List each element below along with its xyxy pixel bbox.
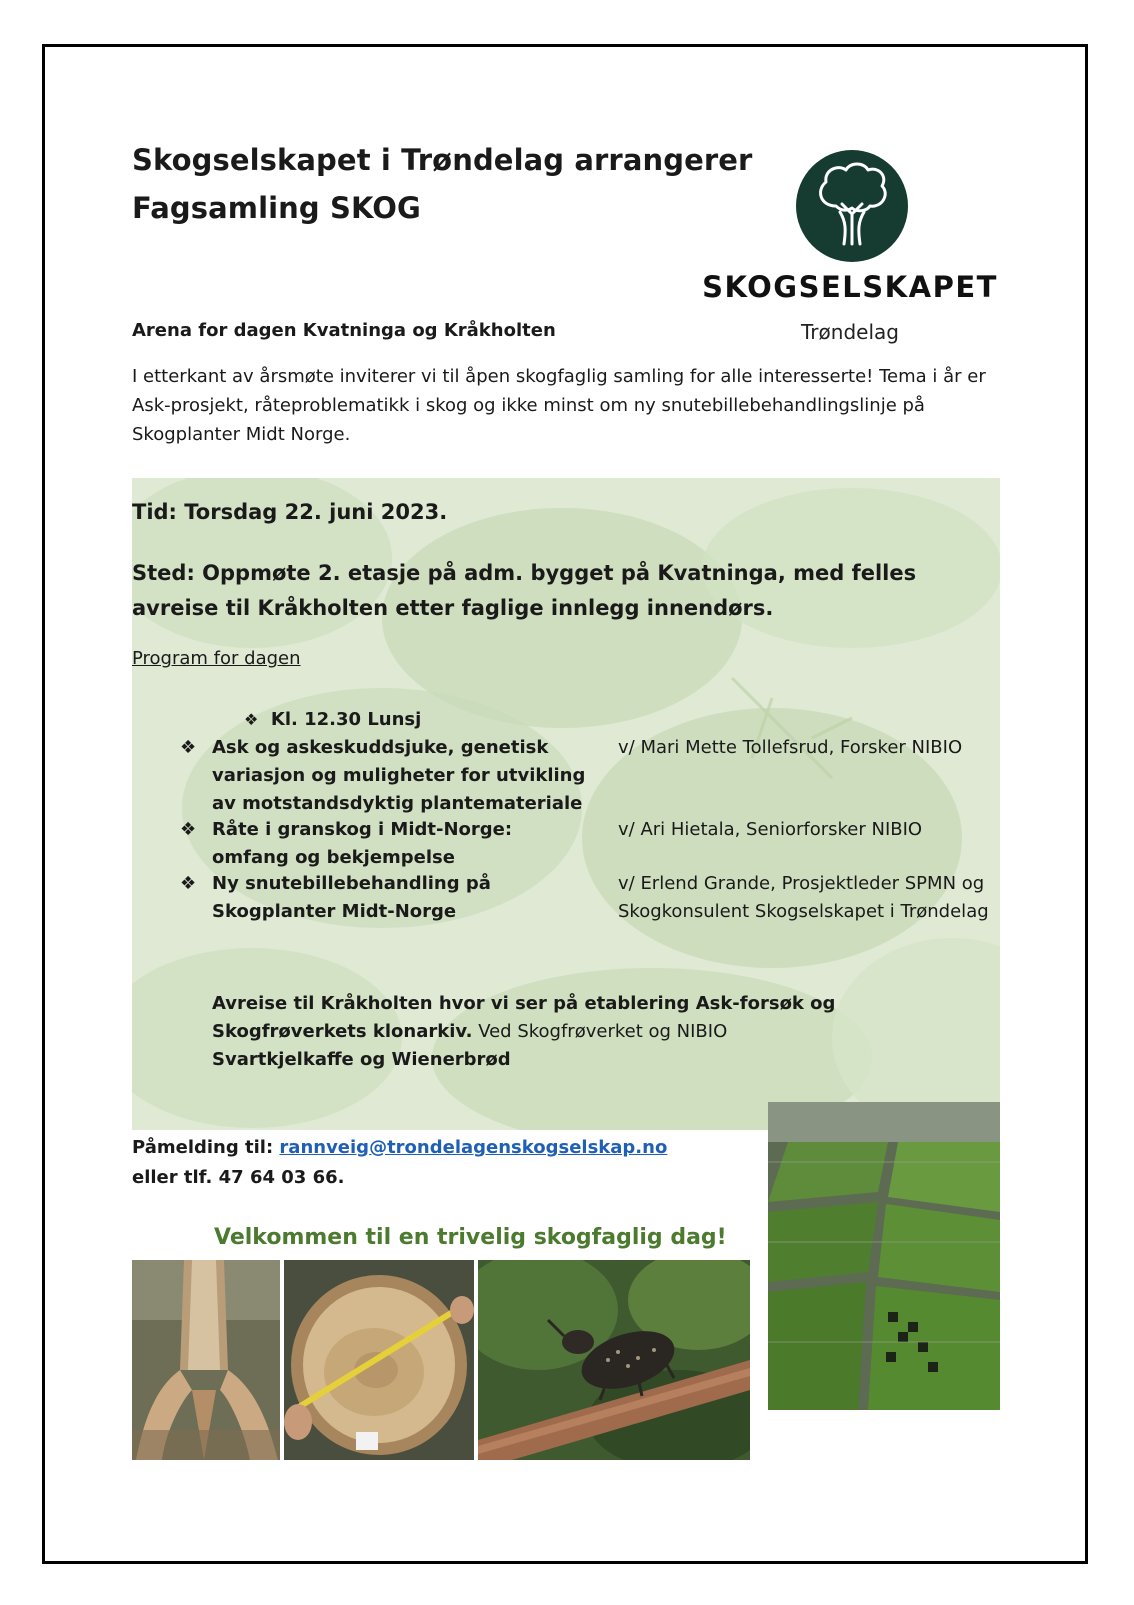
bullet-icon: ❖ [244, 710, 259, 729]
pine-weevil-photo [478, 1260, 750, 1460]
damaged-tree-photo [132, 1260, 280, 1460]
program-item-topic: Råte i granskog i Midt-Norge: omfang og bekjempelse [212, 819, 513, 868]
tree-logo-icon [796, 150, 908, 262]
page-title [132, 136, 752, 232]
skogselskapet-logo [700, 150, 1000, 350]
time-line: Tid: Torsdag 22. juni 2023. [132, 500, 448, 524]
lunsj-text: Kl. 12.30 Lunsj [270, 709, 422, 730]
title-line-2: Fagsamling SKOG [132, 191, 421, 225]
location-line: Sted: Oppmøte 2. etasje på adm. bygget på Kvatninga, med felles avreise til Kråkholten etter faglige innlegg innendørs. [132, 561, 917, 620]
program-item-topic: Ny snutebillebehandling på Skogplanter Midt-Norge [212, 873, 491, 922]
program-item-lunsj [244, 706, 421, 734]
coffee-line: Svartkjelkaffe og Wienerbrød [212, 1049, 511, 1070]
program-item-speaker: v/ Mari Mette Tollefsrud, Forsker NIBIO [618, 737, 963, 758]
program-heading: Program for dagen [132, 648, 301, 669]
arena-heading: Arena for dagen Kvatninga og Kråkholten [132, 320, 556, 341]
registration-email-link[interactable]: rannveig@trondelagenskogselskap.no [279, 1137, 668, 1158]
departure-bold: Avreise til Kråkholten hvor vi ser på etablering Ask-forsøk og Skogfrøverkets klonarkiv. [212, 993, 836, 1042]
program-item-speaker: v/ Ari Hietala, Seniorforsker NIBIO [618, 819, 923, 840]
program-box [132, 478, 1000, 1130]
nursery-trays-photo [768, 1102, 1000, 1410]
bullet-icon: ❖ [180, 819, 197, 840]
program-item-speaker: v/ Erlend Grande, Prosjektleder SPMN og Skogkonsulent Skogselskapet i Trøndelag [618, 873, 989, 922]
intro-paragraph: I etterkant av årsmøte inviterer vi til åpen skogfaglig samling for alle interesserte! Tema i år er Ask-prosjekt, råteproblematikk i skog og ikke minst om ny snutebillebehandlingslinje på Skogplanter Midt Norge. [132, 366, 986, 445]
departure-info [212, 990, 972, 1074]
departure-normal: Ved Skogfrøverket og NIBIO [472, 1021, 728, 1042]
welcome-text: Velkommen til en trivelig skogfaglig dag! [214, 1225, 727, 1250]
logo-region: Trøndelag [801, 320, 899, 344]
registration-info [132, 1133, 667, 1193]
program-item-topic: Ask og askeskuddsjuke, genetisk variasjon og muligheter for utvikling av motstandsdyktig plantemateriale [212, 737, 586, 814]
log-cross-section-photo [284, 1260, 474, 1460]
bullet-icon: ❖ [180, 737, 197, 758]
bullet-icon: ❖ [180, 873, 197, 894]
title-line-1: Skogselskapet i Trøndelag arrangerer [132, 143, 753, 177]
registration-phone: eller tlf. 47 64 03 66. [132, 1167, 345, 1188]
logo-name: SKOGSELSKAPET [702, 270, 998, 304]
registration-label: Påmelding til: [132, 1137, 280, 1158]
